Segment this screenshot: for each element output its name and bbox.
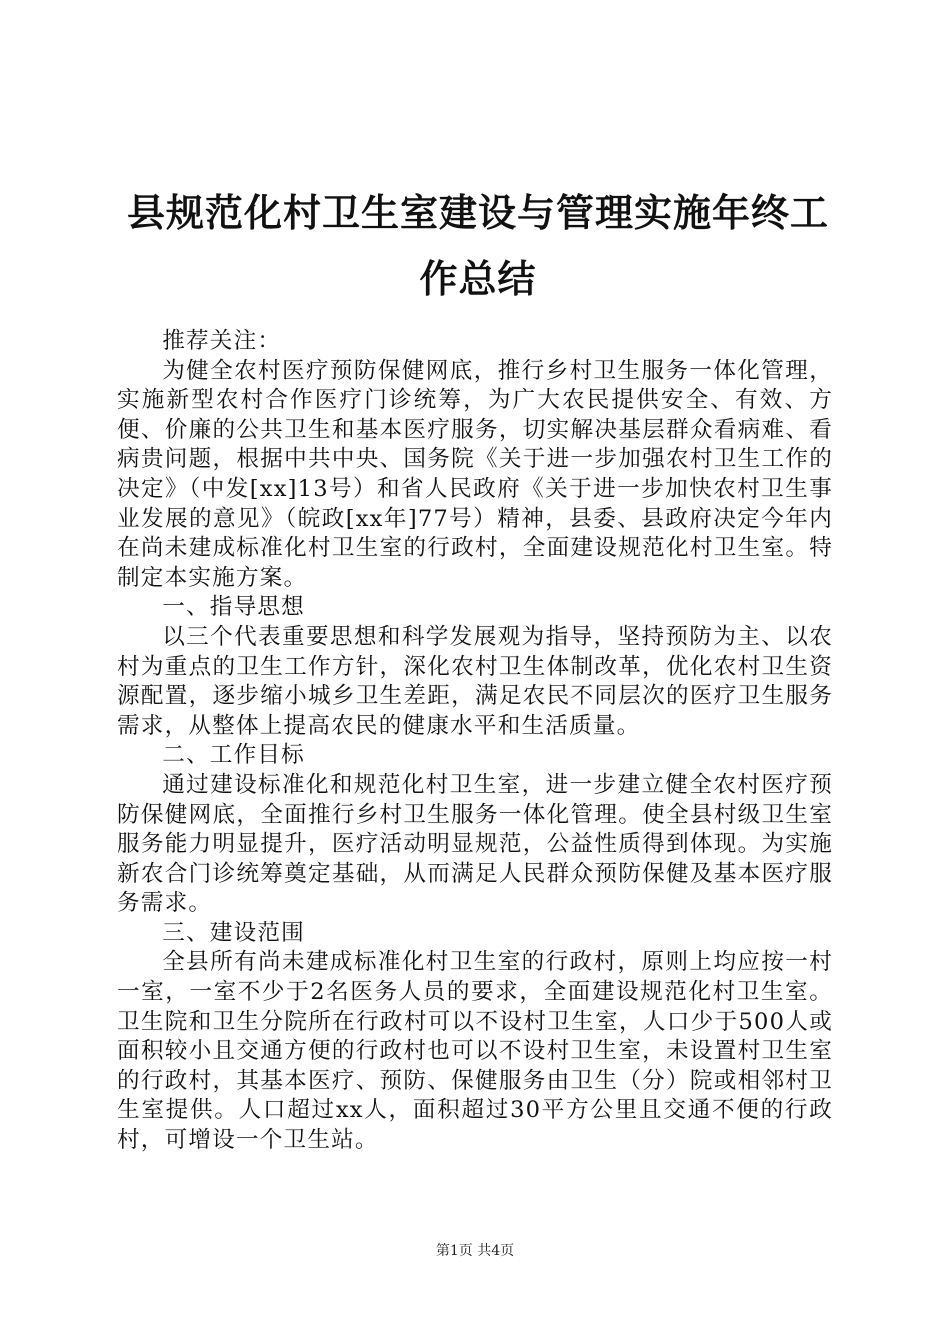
document-body <box>117 327 833 1156</box>
section-heading-construction-scope: 三、建设范围 <box>162 919 305 946</box>
paragraph-recommend: 推荐关注： <box>162 328 282 354</box>
paragraph-guiding-ideology: 以三个代表重要思想和科学发展观为指导，坚持预防为主、以农村为重点的卫生工作方针，深化农村卫生体制改革，优化农村卫生资源配置，逐步缩小城乡卫生差距，满足农民不同层次的医疗卫生服务需求，从整体上提高农民的健康水平和生活质量。 <box>117 623 833 739</box>
paragraph-construction-scope: 全县所有尚未建成标准化村卫生室的行政村，原则上均应按一村一室，一室不少于2名医务人员的要求，全面建设规范化村卫生室。卫生院和卫生分院所在行政村可以不设村卫生室，人口少于500人或面积较小且交通方便的行政村也可以不设村卫生室，未设置村卫生室的行政村，其基本医疗、预防、保健服务由卫生（分）院或相邻村卫生室提供。人口超过xx人，面积超过30平方公里且交通不便的行政村，可增设一个卫生站。 <box>117 949 833 1154</box>
document-title: 县规范化村卫生室建设与管理实施年终工作总结 <box>126 191 829 301</box>
paragraph-intro: 为健全农村医疗预防保健网底，推行乡村卫生服务一体化管理，实施新型农村合作医疗门诊统筹，为广大农民提供安全、有效、方便、价廉的公共卫生和基本医疗服务，切实解决基层群众看病难、看病贵问题，根据中共中央、国务院《关于进一步加强农村卫生工作的决定》（中发[xx]13号）和省人民政府《关于进一步加快农村卫生事业发展的意见》（皖政[xx年]77号）精神，县委、县政府决定今年内在尚未建成标准化村卫生室的行政村，全面建设规范化村卫生室。特制定本实施方案。 <box>117 357 833 591</box>
section-heading-work-goals: 二、工作目标 <box>162 742 305 769</box>
page-footer: 第1页 共4页 <box>435 1243 515 1259</box>
section-heading-guiding-ideology: 一、指导思想 <box>162 594 305 621</box>
paragraph-work-goals: 通过建设标准化和规范化村卫生室，进一步建立健全农村医疗预防保健网底，全面推行乡村卫生服务一体化管理。使全县村级卫生室服务能力明显提升，医疗活动明显规范，公益性质得到体现。为实施新农合门诊统筹奠定基础，从而满足人民群众预防保健及基本医疗服务需求。 <box>117 771 833 917</box>
